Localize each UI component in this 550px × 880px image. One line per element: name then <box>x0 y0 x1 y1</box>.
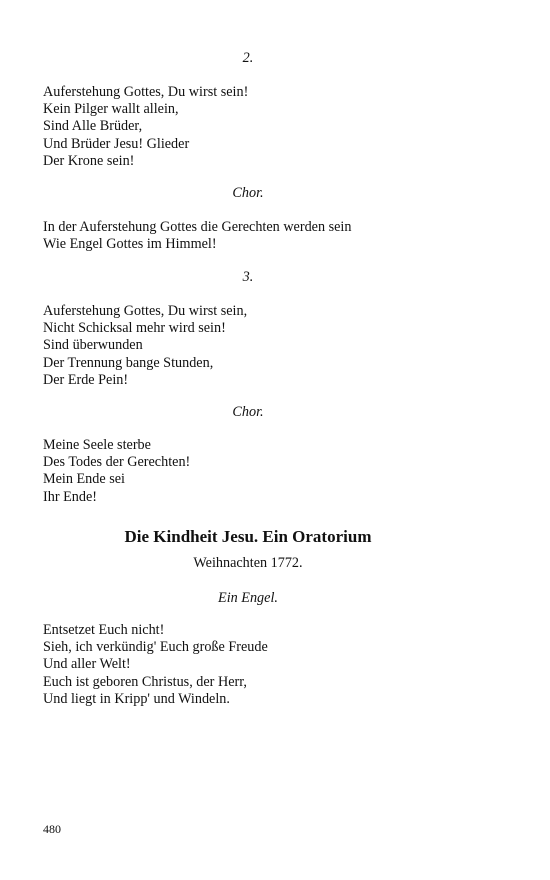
page-number: 480 <box>43 822 61 836</box>
verse-line: Sieh, ich verkündig' Euch große Freude <box>43 639 268 656</box>
verse-line: Auferstehung Gottes, Du wirst sein! <box>43 84 249 100</box>
verse-line: Und Brüder Jesu! Glieder <box>43 135 190 152</box>
verse-line: Ihr Ende! <box>43 488 97 505</box>
verse-line: Der Trennung bange Stunden, <box>43 354 214 371</box>
verse-line: Des Todes der Gerechten! <box>43 454 191 471</box>
oratorium-title: Die Kindheit Jesu. Ein Oratorium <box>124 527 372 546</box>
verse-line: Auferstehung Gottes, Du wirst sein, <box>43 303 248 319</box>
stanza-2 <box>43 84 248 170</box>
chor-1 <box>43 219 351 253</box>
stanza-3 <box>43 303 247 389</box>
verse-line: Sind Alle Brüder, <box>43 118 143 135</box>
verse-line: Mein Ende sei <box>43 471 125 488</box>
stanza-number-2: 2. <box>242 50 254 66</box>
verse-line: Wie Engel Gottes im Himmel! <box>43 236 217 253</box>
verse-line: Und liegt in Kripp' und Windeln. <box>43 690 230 707</box>
speaker-heading: Ein Engel. <box>218 590 278 606</box>
verse-line: Meine Seele sterbe <box>43 437 151 453</box>
verse-line: Nicht Schicksal mehr wird sein! <box>43 320 226 337</box>
stanza-number-3: 3. <box>242 269 254 285</box>
verse-line: Entsetzet Euch nicht! <box>43 622 165 638</box>
verse-line: In der Auferstehung Gottes die Gerechten werden sein <box>43 219 352 235</box>
verse-line: Und aller Welt! <box>43 656 131 673</box>
engel-verse <box>43 622 268 708</box>
oratorium-subtitle: Weihnachten 1772. <box>193 555 303 571</box>
chor-heading-1: Chor. <box>232 185 264 201</box>
verse-line: Der Krone sein! <box>43 152 135 169</box>
verse-line: Euch ist geboren Christus, der Herr, <box>43 673 247 690</box>
verse-line: Kein Pilger wallt allein, <box>43 101 179 118</box>
verse-line: Sind überwunden <box>43 337 143 354</box>
chor-heading-2: Chor. <box>232 404 264 420</box>
verse-line: Der Erde Pein! <box>43 371 129 388</box>
chor-2 <box>43 437 190 506</box>
